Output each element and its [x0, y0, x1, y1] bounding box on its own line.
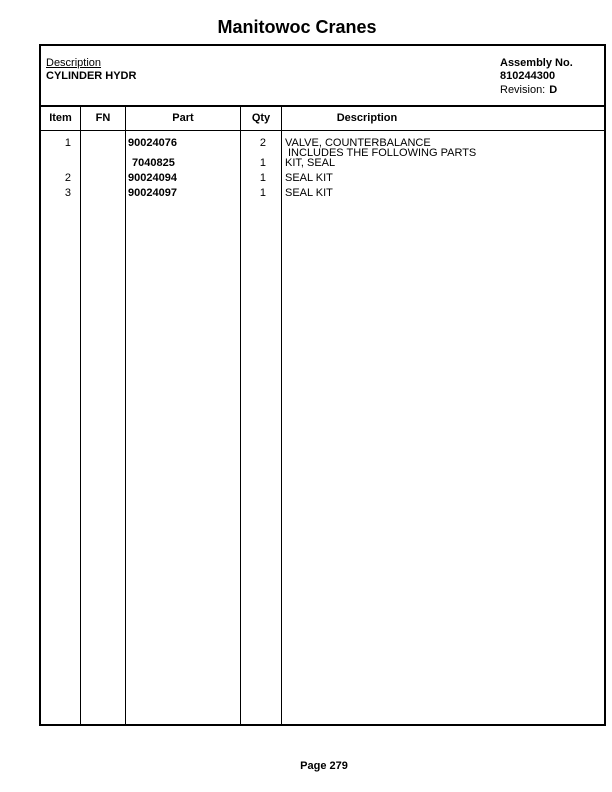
revision-line [500, 84, 557, 96]
row-part: 90024097 [128, 187, 177, 199]
column-header-fn: FN [95, 112, 111, 124]
column-header-qty: Qty [251, 112, 271, 124]
assembly-number-value: 810244300 [500, 70, 556, 82]
row-item: 3 [64, 187, 71, 199]
row-part: 7040825 [132, 157, 175, 169]
row-qty: 1 [259, 157, 266, 169]
description-label: Description [46, 57, 102, 69]
row-description: KIT, SEAL [285, 157, 336, 169]
row-item: 1 [64, 137, 71, 149]
column-divider [240, 107, 241, 724]
row-description: VALVE, COUNTERBALANCE [285, 137, 431, 149]
revision-value: D [549, 84, 558, 96]
page-number: Page 279 [300, 760, 348, 772]
column-divider [80, 107, 81, 724]
column-header-item: Item [49, 112, 72, 124]
assembly-number-label: Assembly No. [500, 57, 573, 69]
column-header-part: Part [172, 112, 194, 124]
column-divider [125, 107, 126, 724]
parts-list-frame [39, 44, 606, 726]
row-item: 2 [64, 172, 71, 184]
row-description: INCLUDES THE FOLLOWING PARTS [288, 147, 477, 159]
row-description: SEAL KIT [285, 172, 333, 184]
document-title: Manitowoc Cranes [217, 17, 377, 37]
column-divider [281, 107, 282, 724]
row-qty: 2 [259, 137, 266, 149]
assembly-header [41, 46, 604, 107]
revision-label: Revision: [500, 84, 546, 96]
row-description: SEAL KIT [285, 187, 333, 199]
row-qty: 1 [259, 172, 266, 184]
row-part: 90024094 [128, 172, 177, 184]
description-value: CYLINDER HYDR [46, 70, 137, 82]
column-header-description: Description [336, 112, 398, 124]
row-part: 90024076 [128, 137, 177, 149]
row-qty: 1 [259, 187, 266, 199]
